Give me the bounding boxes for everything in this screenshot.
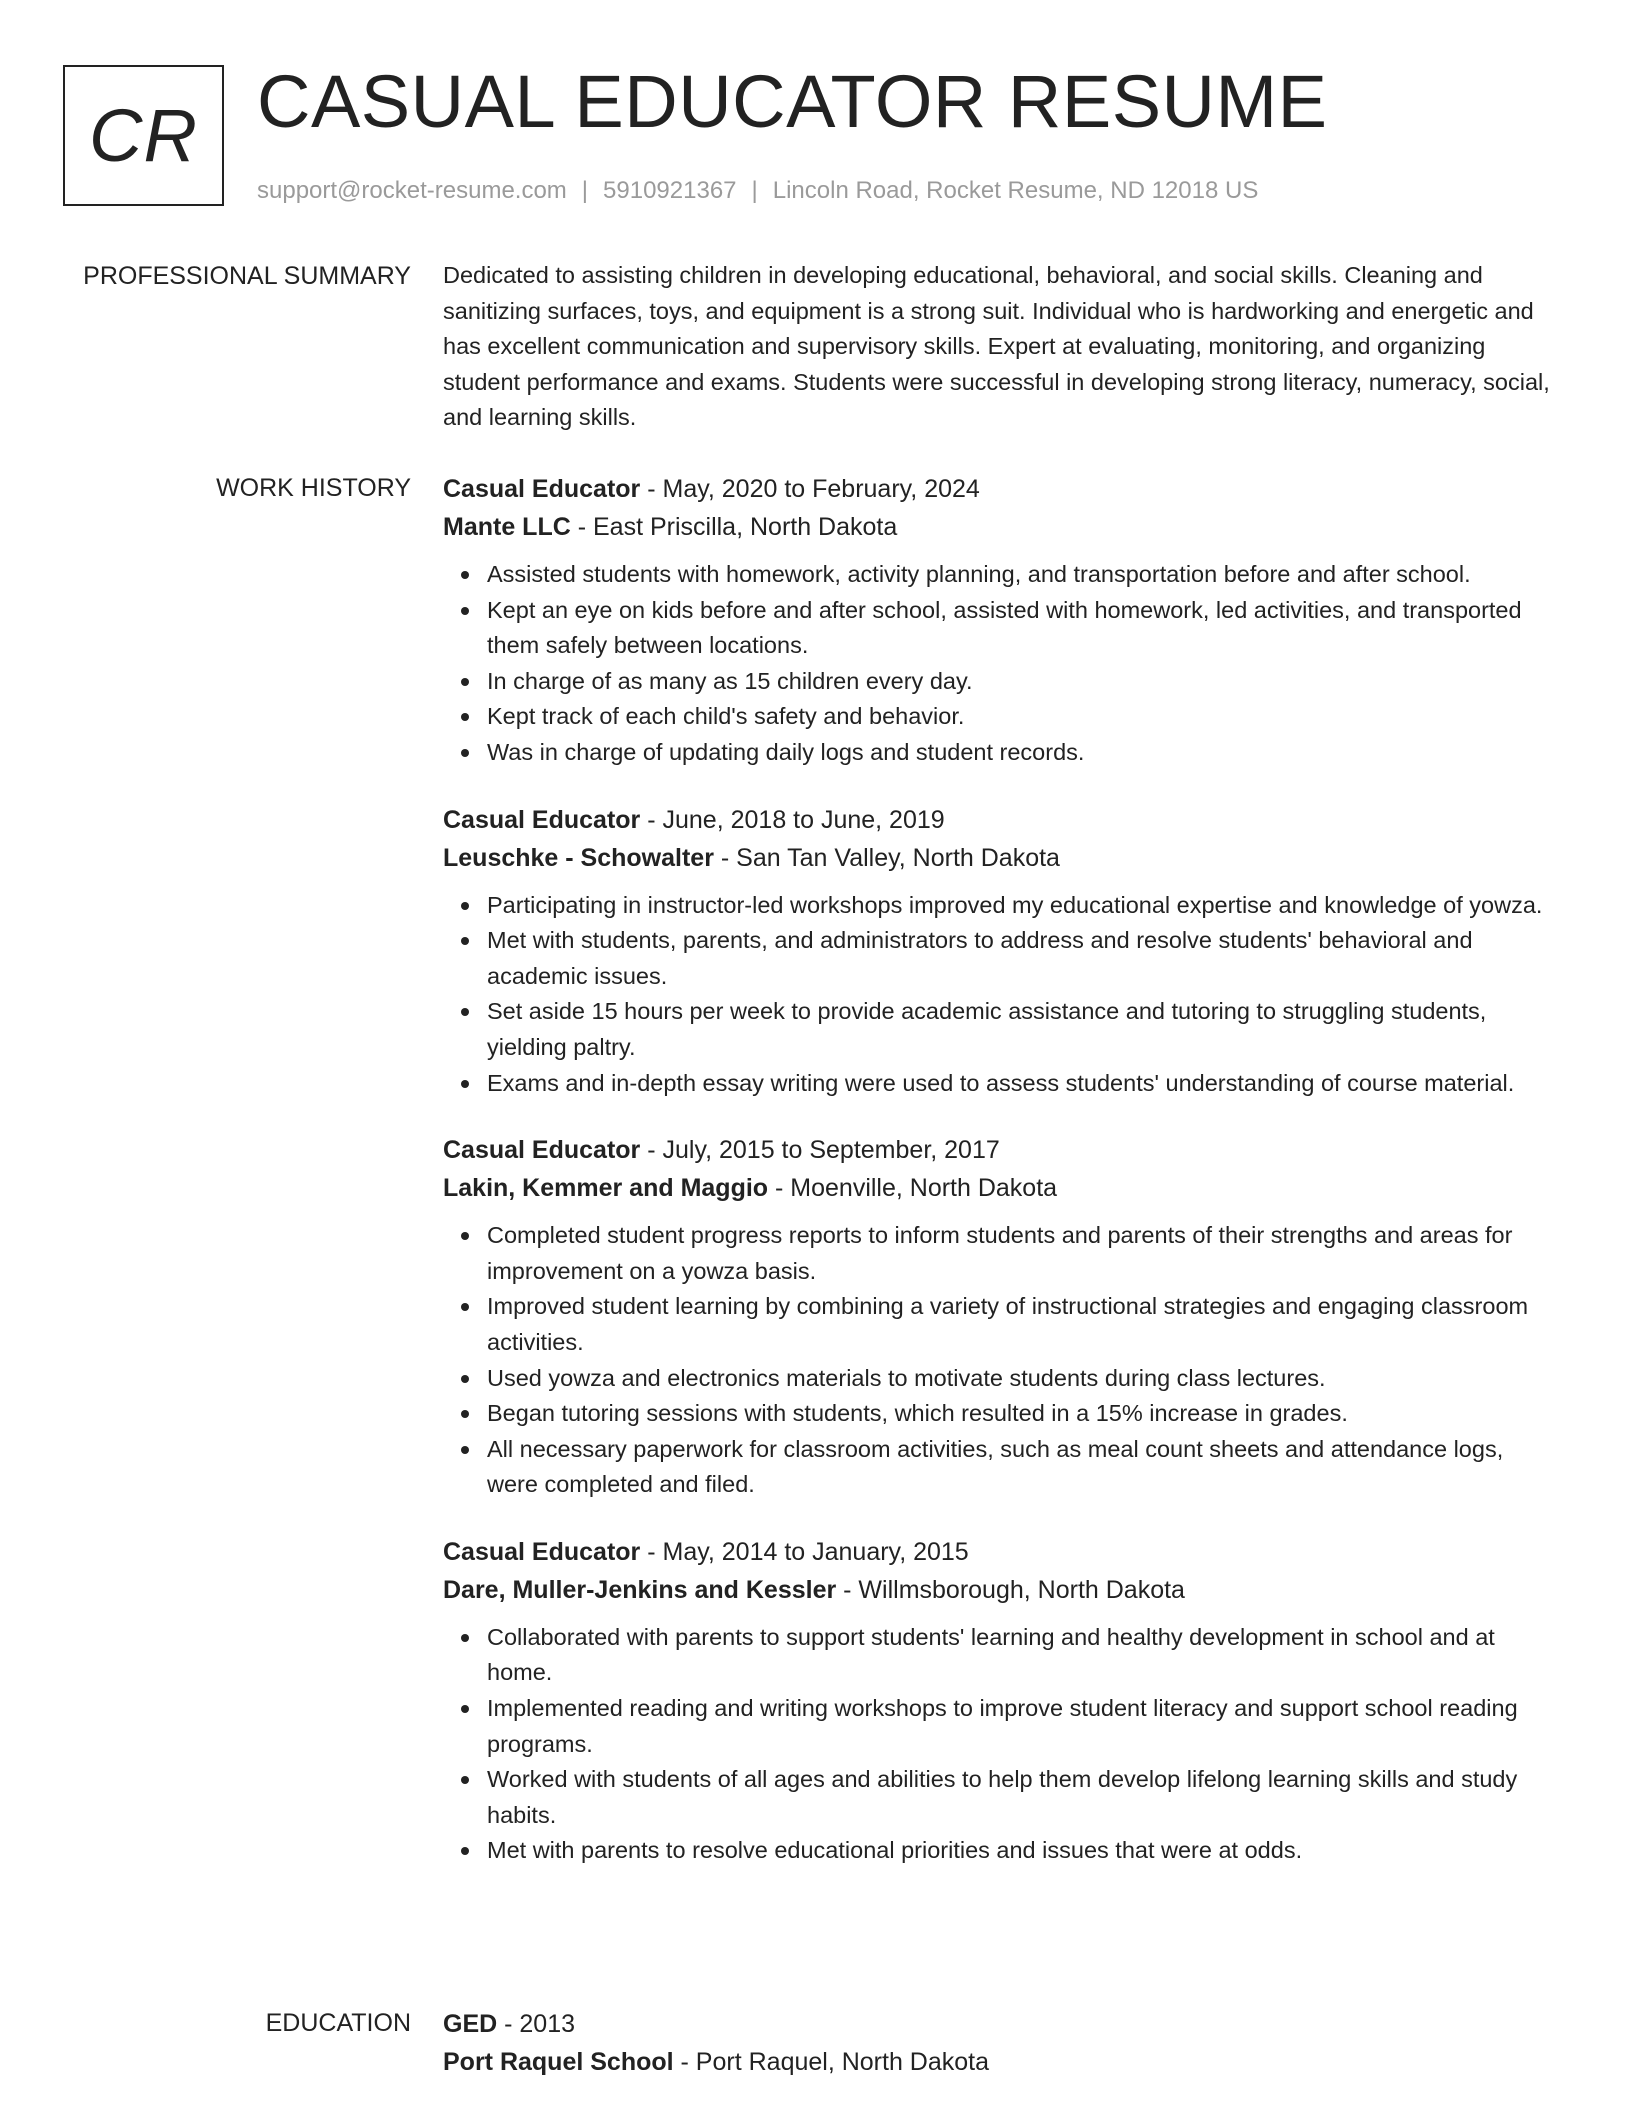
contact-address: Lincoln Road, Rocket Resume, ND 12018 US — [772, 177, 1259, 204]
job-bullets — [443, 557, 1558, 771]
job-bullet: Assisted students with homework, activity planning, and transportation before and after school. — [487, 557, 1558, 593]
job-title: Casual Educator — [443, 1537, 641, 1566]
job-bullet: Began tutoring sessions with students, which resulted in a 15% increase in grades. — [487, 1396, 1558, 1432]
job-title-line — [443, 1131, 1558, 1169]
job-bullet: Participating in instructor-led workshops improved my educational expertise and knowledge of yowza. — [487, 888, 1558, 924]
education-school: Port Raquel School — [443, 2048, 674, 2076]
job-bullet: All necessary paperwork for classroom activities, such as meal count sheets and attendance logs, were completed and filed. — [487, 1432, 1558, 1503]
job-dates: - May, 2014 to January, 2015 — [640, 1537, 969, 1566]
job-entry — [443, 1131, 1558, 1503]
job-dates: - July, 2015 to September, 2017 — [640, 1136, 1000, 1165]
job-bullet: In charge of as many as 15 children every day. — [487, 664, 1558, 700]
job-title: Casual Educator — [443, 805, 641, 834]
job-bullet: Met with parents to resolve educational priorities and issues that were at odds. — [487, 1833, 1558, 1869]
monogram-initials: CR — [89, 94, 198, 177]
job-title-line — [443, 470, 1558, 508]
contact-separator: | — [581, 177, 589, 204]
job-bullet: Kept an eye on kids before and after school, assisted with homework, led activities, and transported them safely between locations. — [487, 593, 1558, 664]
job-entry — [443, 470, 1558, 771]
summary-heading: PROFESSIONAL SUMMARY — [83, 262, 411, 290]
job-title-line — [443, 801, 1558, 839]
summary-body — [443, 258, 1558, 436]
job-entry — [443, 1533, 1558, 1869]
work-history-heading: WORK HISTORY — [216, 474, 411, 502]
job-company: Mante LLC — [443, 513, 571, 541]
job-bullet: Worked with students of all ages and abilities to help them develop lifelong learning skills and study habits. — [487, 1762, 1558, 1833]
job-entry — [443, 801, 1558, 1102]
job-location: - Willmsborough, North Dakota — [836, 1575, 1185, 1604]
contact-phone[interactable]: 5910921367 — [603, 177, 737, 204]
job-dates: - May, 2020 to February, 2024 — [640, 475, 980, 503]
job-bullets — [443, 1218, 1558, 1503]
job-company-line — [443, 839, 1558, 877]
education-heading: EDUCATION — [265, 2009, 411, 2037]
contact-info — [257, 174, 1258, 208]
job-bullet: Completed student progress reports to inform students and parents of their strengths and areas for improvement on a yowza basis. — [487, 1218, 1558, 1289]
job-bullet: Exams and in-depth essay writing were used to assess students' understanding of course material. — [487, 1066, 1558, 1102]
job-bullet: Kept track of each child's safety and behavior. — [487, 699, 1558, 735]
job-dates: - June, 2018 to June, 2019 — [640, 805, 945, 834]
job-bullets — [443, 1620, 1558, 1869]
job-title: Casual Educator — [443, 1136, 641, 1165]
job-company-line — [443, 1571, 1558, 1609]
job-company: Leuschke - Schowalter — [443, 843, 714, 872]
contact-separator: | — [751, 177, 758, 204]
job-location: - East Priscilla, North Dakota — [570, 513, 898, 541]
job-location: - Moenville, North Dakota — [768, 1174, 1058, 1203]
job-company: Lakin, Kemmer and Maggio — [443, 1174, 769, 1203]
job-company-line — [443, 1169, 1558, 1207]
job-company: Dare, Muller-Jenkins and Kessler — [443, 1575, 837, 1604]
job-bullet: Implemented reading and writing workshops to improve student literacy and support school reading programs. — [487, 1691, 1558, 1762]
job-title-line — [443, 1533, 1558, 1571]
job-location: - San Tan Valley, North Dakota — [713, 843, 1060, 872]
job-bullet: Was in charge of updating daily logs and student records. — [487, 735, 1558, 771]
monogram-logo — [63, 65, 224, 206]
contact-email[interactable]: support@rocket-resume.com — [257, 177, 567, 204]
job-bullet: Set aside 15 hours per week to provide academic assistance and tutoring to struggling students, yielding paltry. — [487, 994, 1558, 1065]
summary-text: Dedicated to assisting children in developing educational, behavioral, and social skills. Cleaning and sanitizing surfaces, toys, and equipment is a strong suit. Individual who is hardworking and energetic and has excellent communication and supervisory skills. Expert at evaluating, monitoring, and organizing student performance and exams. Students were successful in developing strong literacy, numeracy, social, and learning skills. — [443, 262, 1550, 431]
job-title: Casual Educator — [443, 475, 641, 503]
education-degree: GED — [443, 2010, 498, 2038]
education-school-line — [443, 2043, 1558, 2081]
job-bullet: Collaborated with parents to support students' learning and healthy development in school and at home. — [487, 1620, 1558, 1691]
resume-title: CASUAL EDUCATOR RESUME — [257, 60, 1328, 143]
job-company-line — [443, 508, 1558, 546]
education-year: - 2013 — [497, 2010, 576, 2038]
work-history-body — [443, 470, 1558, 1869]
job-bullets — [443, 888, 1558, 1102]
education-body — [443, 2005, 1558, 2081]
job-bullet: Used yowza and electronics materials to motivate students during class lectures. — [487, 1361, 1558, 1397]
job-bullet: Met with students, parents, and administrators to address and resolve students' behavioral and academic issues. — [487, 923, 1558, 994]
education-location: - Port Raquel, North Dakota — [673, 2048, 990, 2076]
job-bullet: Improved student learning by combining a variety of instructional strategies and engaging classroom activities. — [487, 1289, 1558, 1360]
education-degree-line — [443, 2005, 1558, 2043]
